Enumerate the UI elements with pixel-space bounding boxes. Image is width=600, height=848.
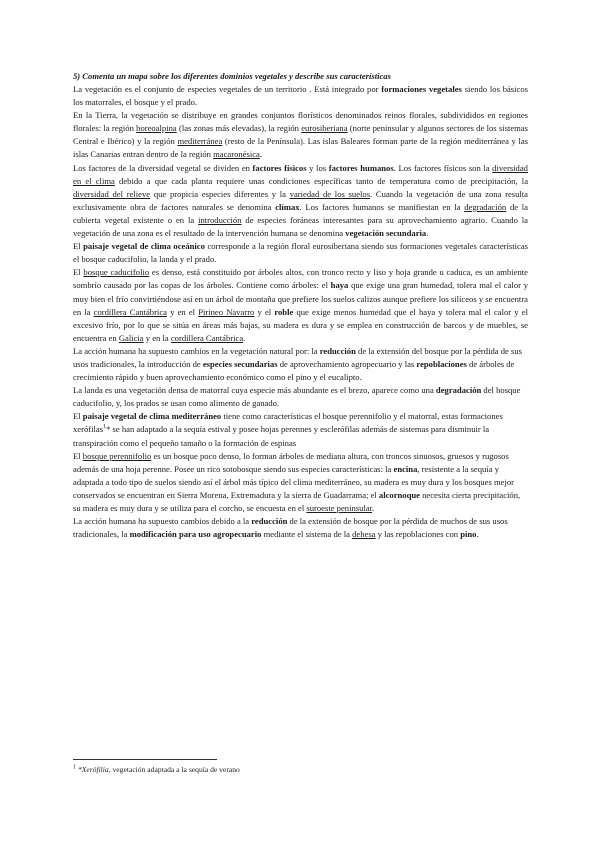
- underlined-term: diversidad en el clima: [73, 162, 528, 186]
- bold-term: pino: [460, 529, 477, 540]
- footnote: [73, 765, 240, 775]
- footnote-marker: 1: [73, 764, 76, 771]
- text-run: (resto de la Península). Las islas Baleares forman parte de la región mediterránea y las islas Canarias entran dentro de la región: [73, 136, 528, 160]
- paragraph-diversity-factors: [73, 162, 528, 241]
- text-run: de árboles de crecimiento rápido y buen aprovechamiento económico como el pino y el eucalipto.: [73, 358, 515, 383]
- text-run: El: [73, 267, 84, 278]
- text-run: . Los factores humanos se manifiestan en la: [299, 201, 465, 212]
- text-run: .: [259, 149, 262, 160]
- bold-term: encina: [393, 463, 418, 474]
- bold-term: repoblaciones: [416, 358, 467, 369]
- underlined-term: mediterránea: [177, 136, 223, 147]
- text-run: Los factores de la diversidad vegetal se dividen en: [73, 162, 253, 173]
- bold-term: alcornoque: [378, 489, 420, 500]
- footnote-divider: [73, 759, 217, 760]
- bold-term: reducción: [251, 516, 288, 527]
- paragraph-human-action-mediterranean: [73, 515, 528, 541]
- text-run: de la extensión del bosque por la pérdida de sus usos tradicionales, la introducción de: [73, 345, 522, 369]
- text-run: El: [73, 450, 83, 461]
- text-run: El: [73, 241, 84, 252]
- paragraph-vegetation-definition: [73, 83, 528, 109]
- text-run: siendo los básicos los matorrales, el bosque y el prado.: [73, 84, 528, 108]
- underlined-term: cordillera Cantábrica: [170, 332, 244, 343]
- text-run: debido a que cada planta requiere unas condiciones específicas tanto de temperatura como de precipitación, la: [114, 175, 529, 186]
- underlined-term: Pirineo Navarro: [198, 306, 255, 317]
- text-run: y los: [306, 162, 329, 173]
- text-run: * se han adaptado a la sequía estival y posee hojas perennes y esclerófilas además de sistemas para disminuir la transpiración como el pequeño tamaño o la formación de espinas: [73, 424, 490, 448]
- underlined-term: diversidad del relieve: [73, 188, 151, 199]
- bold-term: reducción: [319, 345, 356, 356]
- bold-term: vegetación secundaria: [345, 228, 427, 239]
- paragraph-oceanic-landscape: [73, 240, 528, 266]
- text-run: La acción humana ha supuesto cambios en la vegetación natural por: la: [73, 345, 320, 356]
- text-run: . Los factores físicos son la: [393, 162, 493, 173]
- text-run: El: [73, 411, 83, 422]
- underlined-term: bosque perennifolio: [82, 450, 152, 461]
- footnote-reference: 1: [103, 424, 107, 431]
- text-run: .: [476, 529, 479, 540]
- text-run: de la cubierta vegetal existente o en la: [73, 201, 528, 225]
- text-run: que exige menos humedad que el haya y tolera mal el calor y el excesivo frío, por lo que se sitúa en áreas más bajas, su madera es dura y se emplea en construcción de barcos y de muebles, se encuentra en: [73, 306, 528, 343]
- bold-term: factores físicos: [252, 162, 307, 173]
- text-run: del bosque caducifolio, y, los prados se usan como alimento de ganado.: [73, 385, 521, 409]
- text-run: tiene como características el bosque perennifolio y el matorral, estas formaciones xerófilas: [73, 411, 503, 435]
- document-body: [73, 70, 528, 541]
- bold-term: especies secundarias: [202, 358, 278, 369]
- paragraph-mediterranean-landscape: [73, 410, 528, 449]
- underlined-term: variedad de los suelos: [289, 188, 371, 199]
- paragraph-human-action-oceanic: [73, 345, 528, 384]
- text-run: (norte peninsular y algunos sectores de los sistemas Central e Ibérico) y la región: [73, 123, 528, 147]
- text-run: y en el: [166, 306, 199, 317]
- bold-term: modificación para uso agropecuario: [129, 529, 262, 540]
- text-run: de la extensión de bosque por la pérdida de muchos de sus usos tradicionales, la: [73, 516, 508, 540]
- text-run: y en la: [143, 332, 171, 343]
- text-run: y el: [254, 306, 275, 317]
- text-run: . Cuando la vegetación de una zona resulta exclusivamente obra de factores naturales se denomina: [73, 188, 528, 212]
- bold-term: factores humanos: [328, 162, 394, 173]
- text-run: que exige una gran humedad, tolera mal el calor y muy bien el frío convirtiéndose así en un árbol de montaña que prefiere los suelos calizos aunque prefiere los silíceos y se encuentra en la: [73, 280, 528, 317]
- text-run: En la Tierra, la vegetación se distribuye en grandes conjuntos florísticos denominados reinos florales, subdivididos en regiones florales: la región: [73, 110, 528, 134]
- underlined-term: bosque caducifolio: [83, 267, 150, 278]
- text-run: de especies foráneas interesantes para su aprovechamiento agrario. Cuando la vegetación de una zona es el resultado de la intervención humana se denomina: [73, 214, 528, 239]
- underlined-term: introducción: [198, 214, 242, 225]
- text-run: .: [372, 503, 375, 513]
- paragraph-landa: [73, 384, 528, 410]
- text-run: La landa es una vegetación densa de matorral cuya especie más abundante es el brezo, aparece como una: [73, 385, 436, 396]
- text-run: que propicia especies diferentes y la: [150, 188, 290, 199]
- underlined-term: suroeste peninsular: [306, 503, 373, 513]
- underlined-term: cordillera Cantábrica: [93, 306, 167, 317]
- bold-term: degradación: [435, 385, 482, 396]
- text-run: es denso, está constituido por árboles altos, con tronco recto y liso y hoja grande u caduca, es un ambiente sombrío causado por las copas de los árboles. Contiene como árboles: el: [73, 267, 528, 291]
- underlined-term: degradación: [464, 201, 507, 212]
- underlined-term: macaronésica: [213, 149, 260, 160]
- question-heading: 5) Comenta un mapa sobre los diferentes dominios vegetales y describe sus características: [73, 71, 391, 81]
- paragraph-evergreen-forest: [73, 450, 528, 515]
- text-run: y las repoblaciones con: [375, 529, 461, 540]
- text-run: , resistente a la sequía y adaptada a todo tipo de suelos siendo así el árbol más típico del clima mediterráneo, su madera es muy dura y los bosques mejor conservados se encuentran en Sierra Morena, Extremadura y la sierra de Guadarrama; el: [73, 463, 515, 500]
- text-run: necesita cierta precipitación, su madera es muy dura y se utiliza para el corcho, se encuesta en el: [73, 489, 521, 513]
- bold-term: roble: [274, 306, 294, 317]
- bold-term: paisaje vegetal de clima oceánico: [83, 241, 205, 252]
- bold-term: formaciones vegetales: [381, 84, 462, 94]
- underlined-term: eurosiberiana: [301, 123, 348, 134]
- footnote-text: , vegetación adaptada a la sequía de verano: [108, 765, 240, 774]
- text-run: (las zonas más elevadas), la región: [176, 123, 302, 134]
- paragraph-deciduous-forest: [73, 266, 528, 345]
- text-run: La vegetación es el conjunto de especies vegetales de un territorio . Está integrado por: [73, 84, 382, 94]
- text-run: es un bosque poco denso, lo forman árboles de mediana altura, con troncos sinuosos, gruesos y rugosos además de una hoja perenne. Posee un rico sotobosque siendo sus especies características: la: [73, 450, 509, 474]
- bold-term: haya: [330, 280, 349, 291]
- text-run: La acción humana ha supuesto cambios debido a la: [73, 516, 252, 527]
- text-run: corresponde a la región floral eurosiberiana siendo sus formaciones vegetales características el bosque caducifolio, la landa y el prado.: [73, 241, 528, 265]
- text-run: de aprovechamiento agropecuario y las: [277, 358, 417, 369]
- bold-term: paisaje vegetal de clima mediterráneo: [82, 411, 222, 422]
- paragraph-floral-regions: [73, 109, 528, 161]
- text-run: .: [243, 332, 246, 343]
- bold-term: clímax: [275, 201, 300, 212]
- text-run: mediante el sistema de la: [261, 529, 353, 540]
- underlined-term: boreoalpina: [136, 123, 177, 134]
- text-run: .: [426, 228, 429, 239]
- underlined-term: Galicia: [118, 332, 144, 343]
- underlined-term: dehesa: [352, 529, 376, 540]
- footnote-term: *Xerófilia: [77, 765, 109, 774]
